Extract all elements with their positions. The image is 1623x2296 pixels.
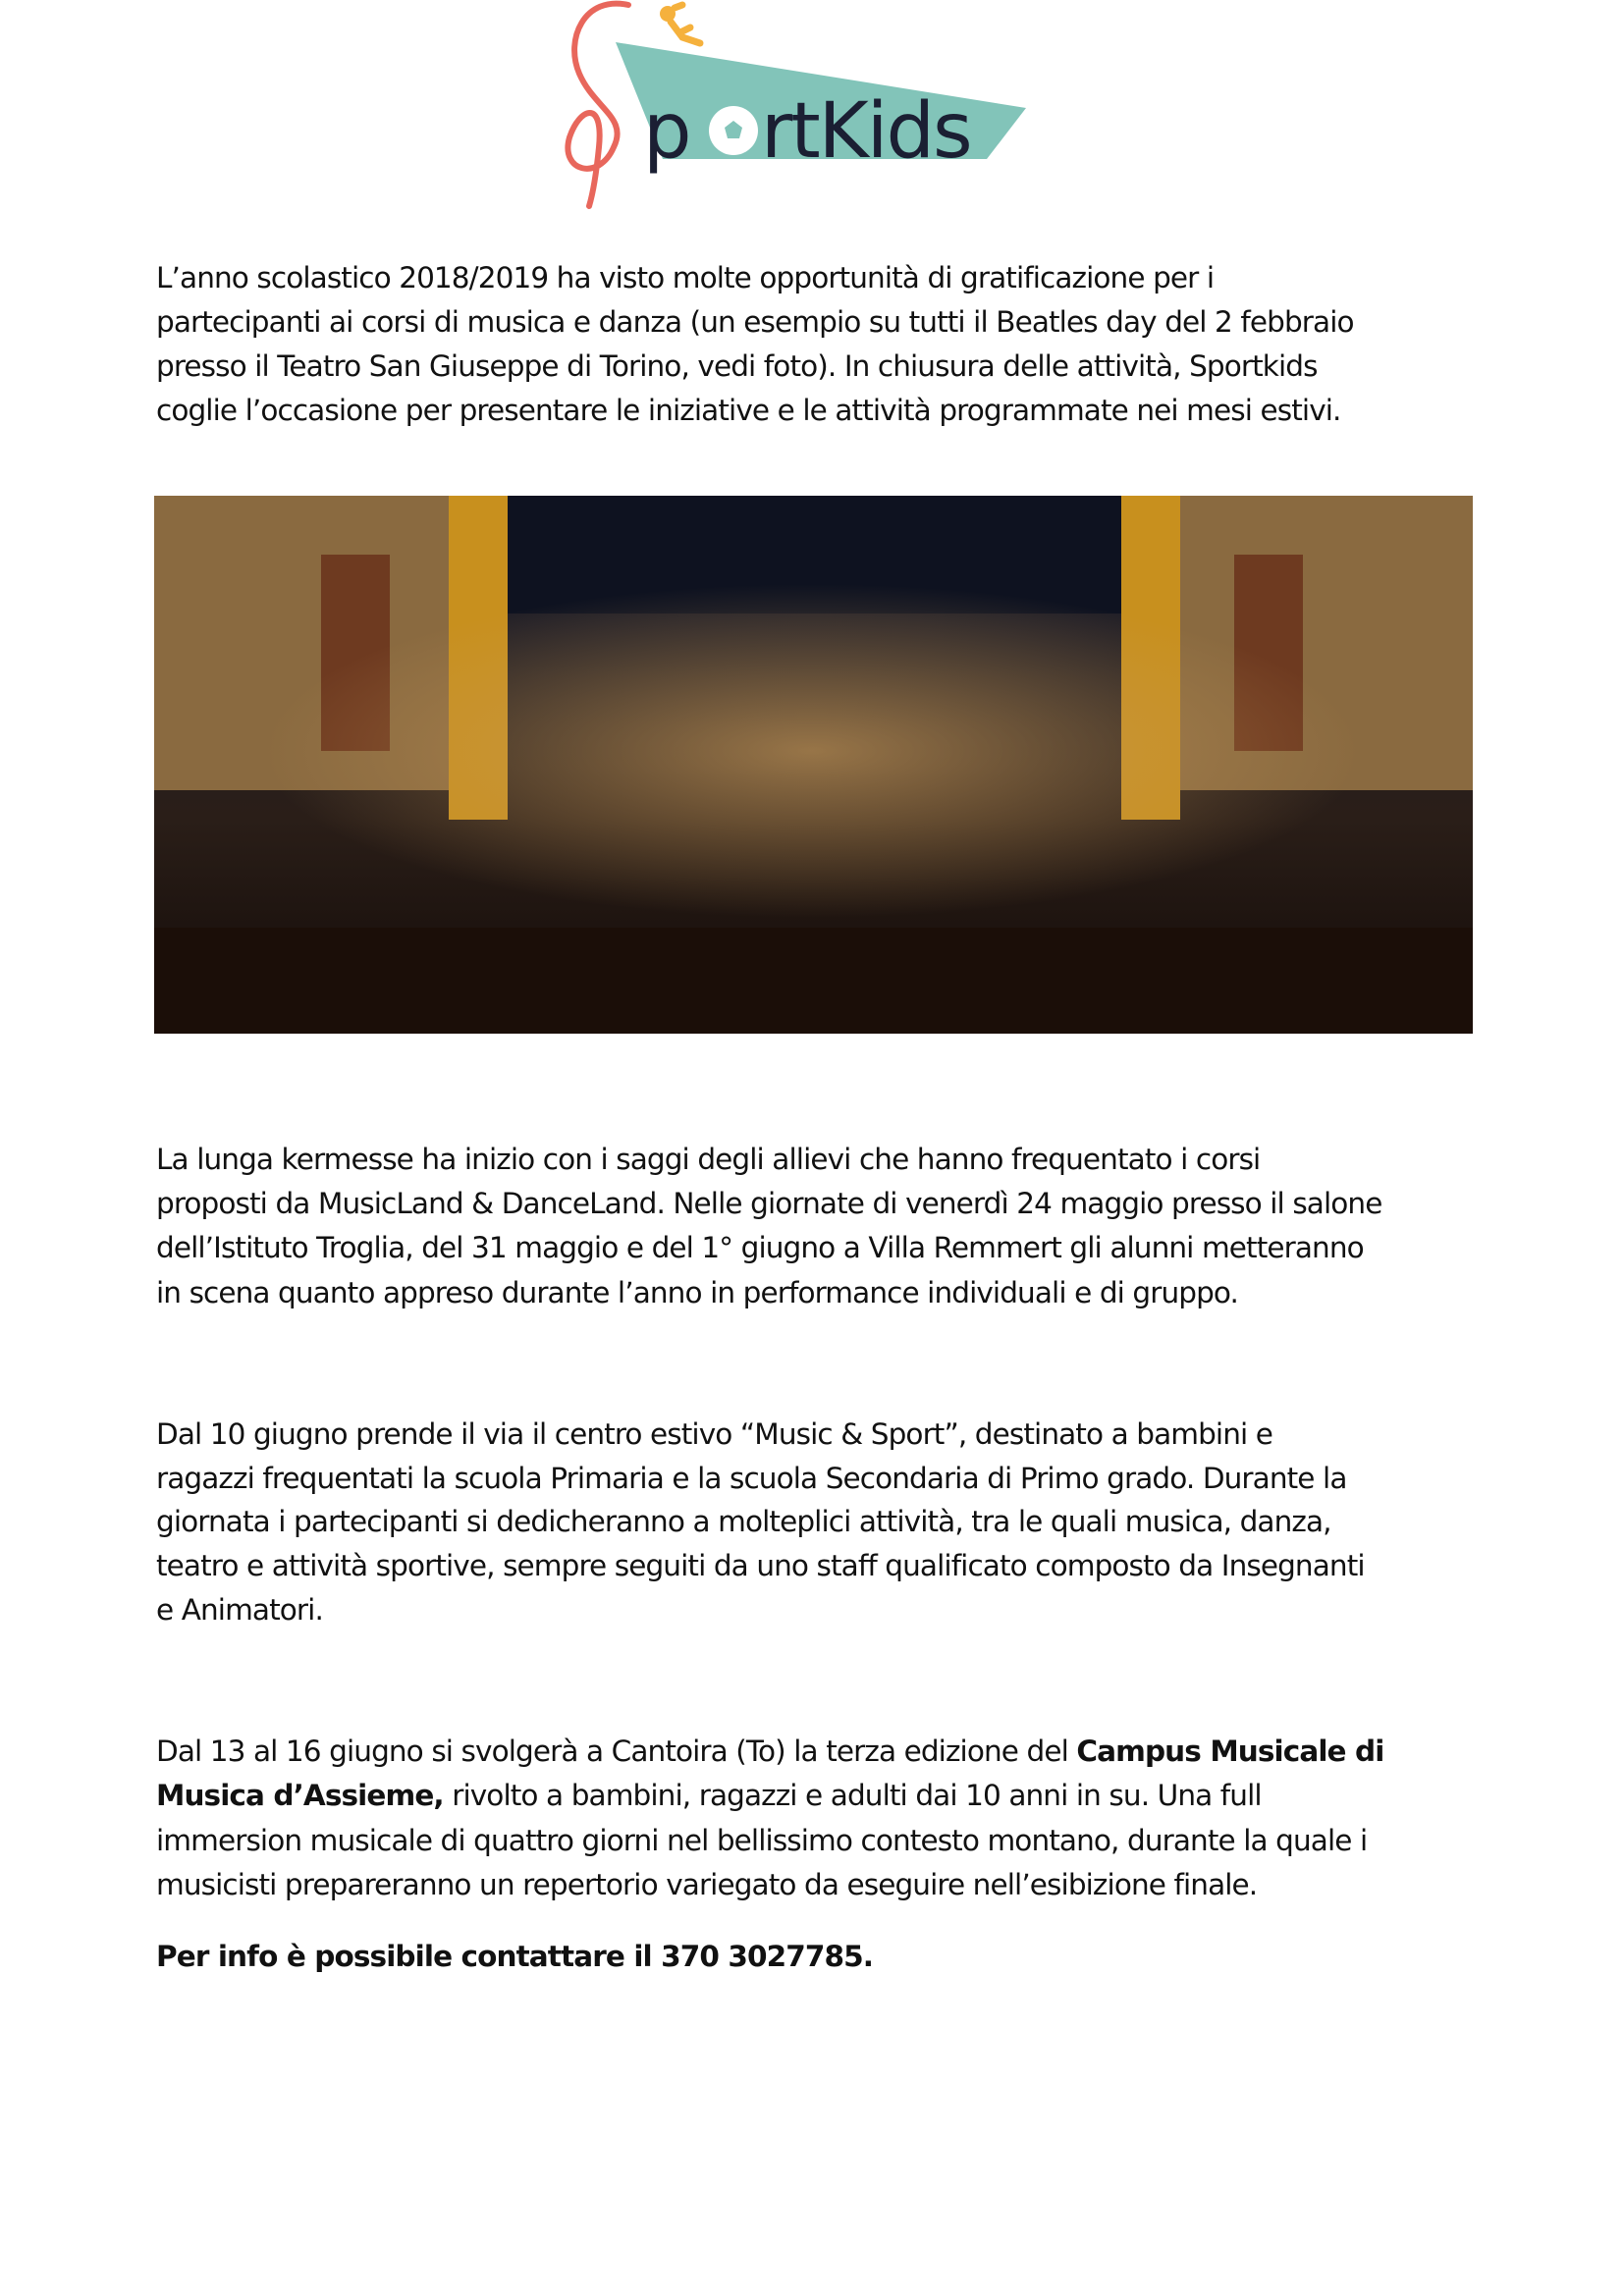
sportkids-logo [545, 0, 1085, 211]
paragraph-line: ragazzi frequentati la scuola Primaria e la scuola Secondaria di Primo grado. Durante la [156, 1462, 1347, 1495]
svg-text:p: p [643, 87, 690, 176]
campus-text: rivolto a bambini, ragazzi e adulti dai 10 anni in su. Una full [443, 1779, 1262, 1812]
paragraph-line: dell’Istituto Troglia, del 31 maggio e del 1° giugno a Villa Remmert gli alunni metteranno [156, 1231, 1364, 1264]
campus-name: Campus Musicale di [1076, 1735, 1384, 1768]
campus-line: immersion musicale di quattro giorni nel bellissimo contesto montano, durante la quale i [156, 1824, 1368, 1857]
campus-line [156, 1732, 1383, 1771]
paragraph-line: giornata i partecipanti si dedicheranno a molteplici attività, tra le quali musica, danza, [156, 1505, 1331, 1538]
intro-line: coglie l’occasione per presentare le iniziative e le attività programmate nei mesi estivi. [156, 394, 1341, 427]
svg-text:rtKids: rtKids [761, 87, 971, 176]
campus-name: Musica d’Assieme, [156, 1779, 444, 1812]
paragraph-line: La lunga kermesse ha inizio con i saggi degli allievi che hanno frequentato i corsi [156, 1143, 1261, 1176]
campus-text: Dal 13 al 16 giugno si svolgerà a Cantoira (To) la terza edizione del [156, 1735, 1077, 1768]
paragraph-line: proposti da MusicLand & DanceLand. Nelle giornate di venerdì 24 maggio presso il salone [156, 1187, 1382, 1220]
intro-line: L’anno scolastico 2018/2019 ha visto molte opportunità di gratificazione per i [156, 261, 1215, 294]
paragraph-line: Dal 10 giugno prende il via il centro estivo “Music & Sport”, destinato a bambini e [156, 1417, 1273, 1451]
intro-line: presso il Teatro San Giuseppe di Torino, vedi foto). In chiusura delle attività, Sportkids [156, 349, 1318, 383]
campus-line: musicisti prepareranno un repertorio variegato da eseguire nell’esibizione finale. [156, 1868, 1258, 1901]
intro-line: partecipanti ai corsi di musica e danza (un esempio su tutti il Beatles day del 2 febbraio [156, 305, 1354, 339]
paragraph-line: e Animatori. [156, 1593, 323, 1627]
paragraph-line: teatro e attività sportive, sempre seguiti da uno staff qualificato composto da Insegnanti [156, 1549, 1365, 1582]
campus-line [156, 1776, 1262, 1815]
contact-info: Per info è possibile contattare il 370 3027785. [156, 1940, 874, 1973]
paragraph-line: in scena quanto appreso durante l’anno in performance individuali e di gruppo. [156, 1276, 1239, 1309]
beatles-day-photo [154, 496, 1473, 1034]
